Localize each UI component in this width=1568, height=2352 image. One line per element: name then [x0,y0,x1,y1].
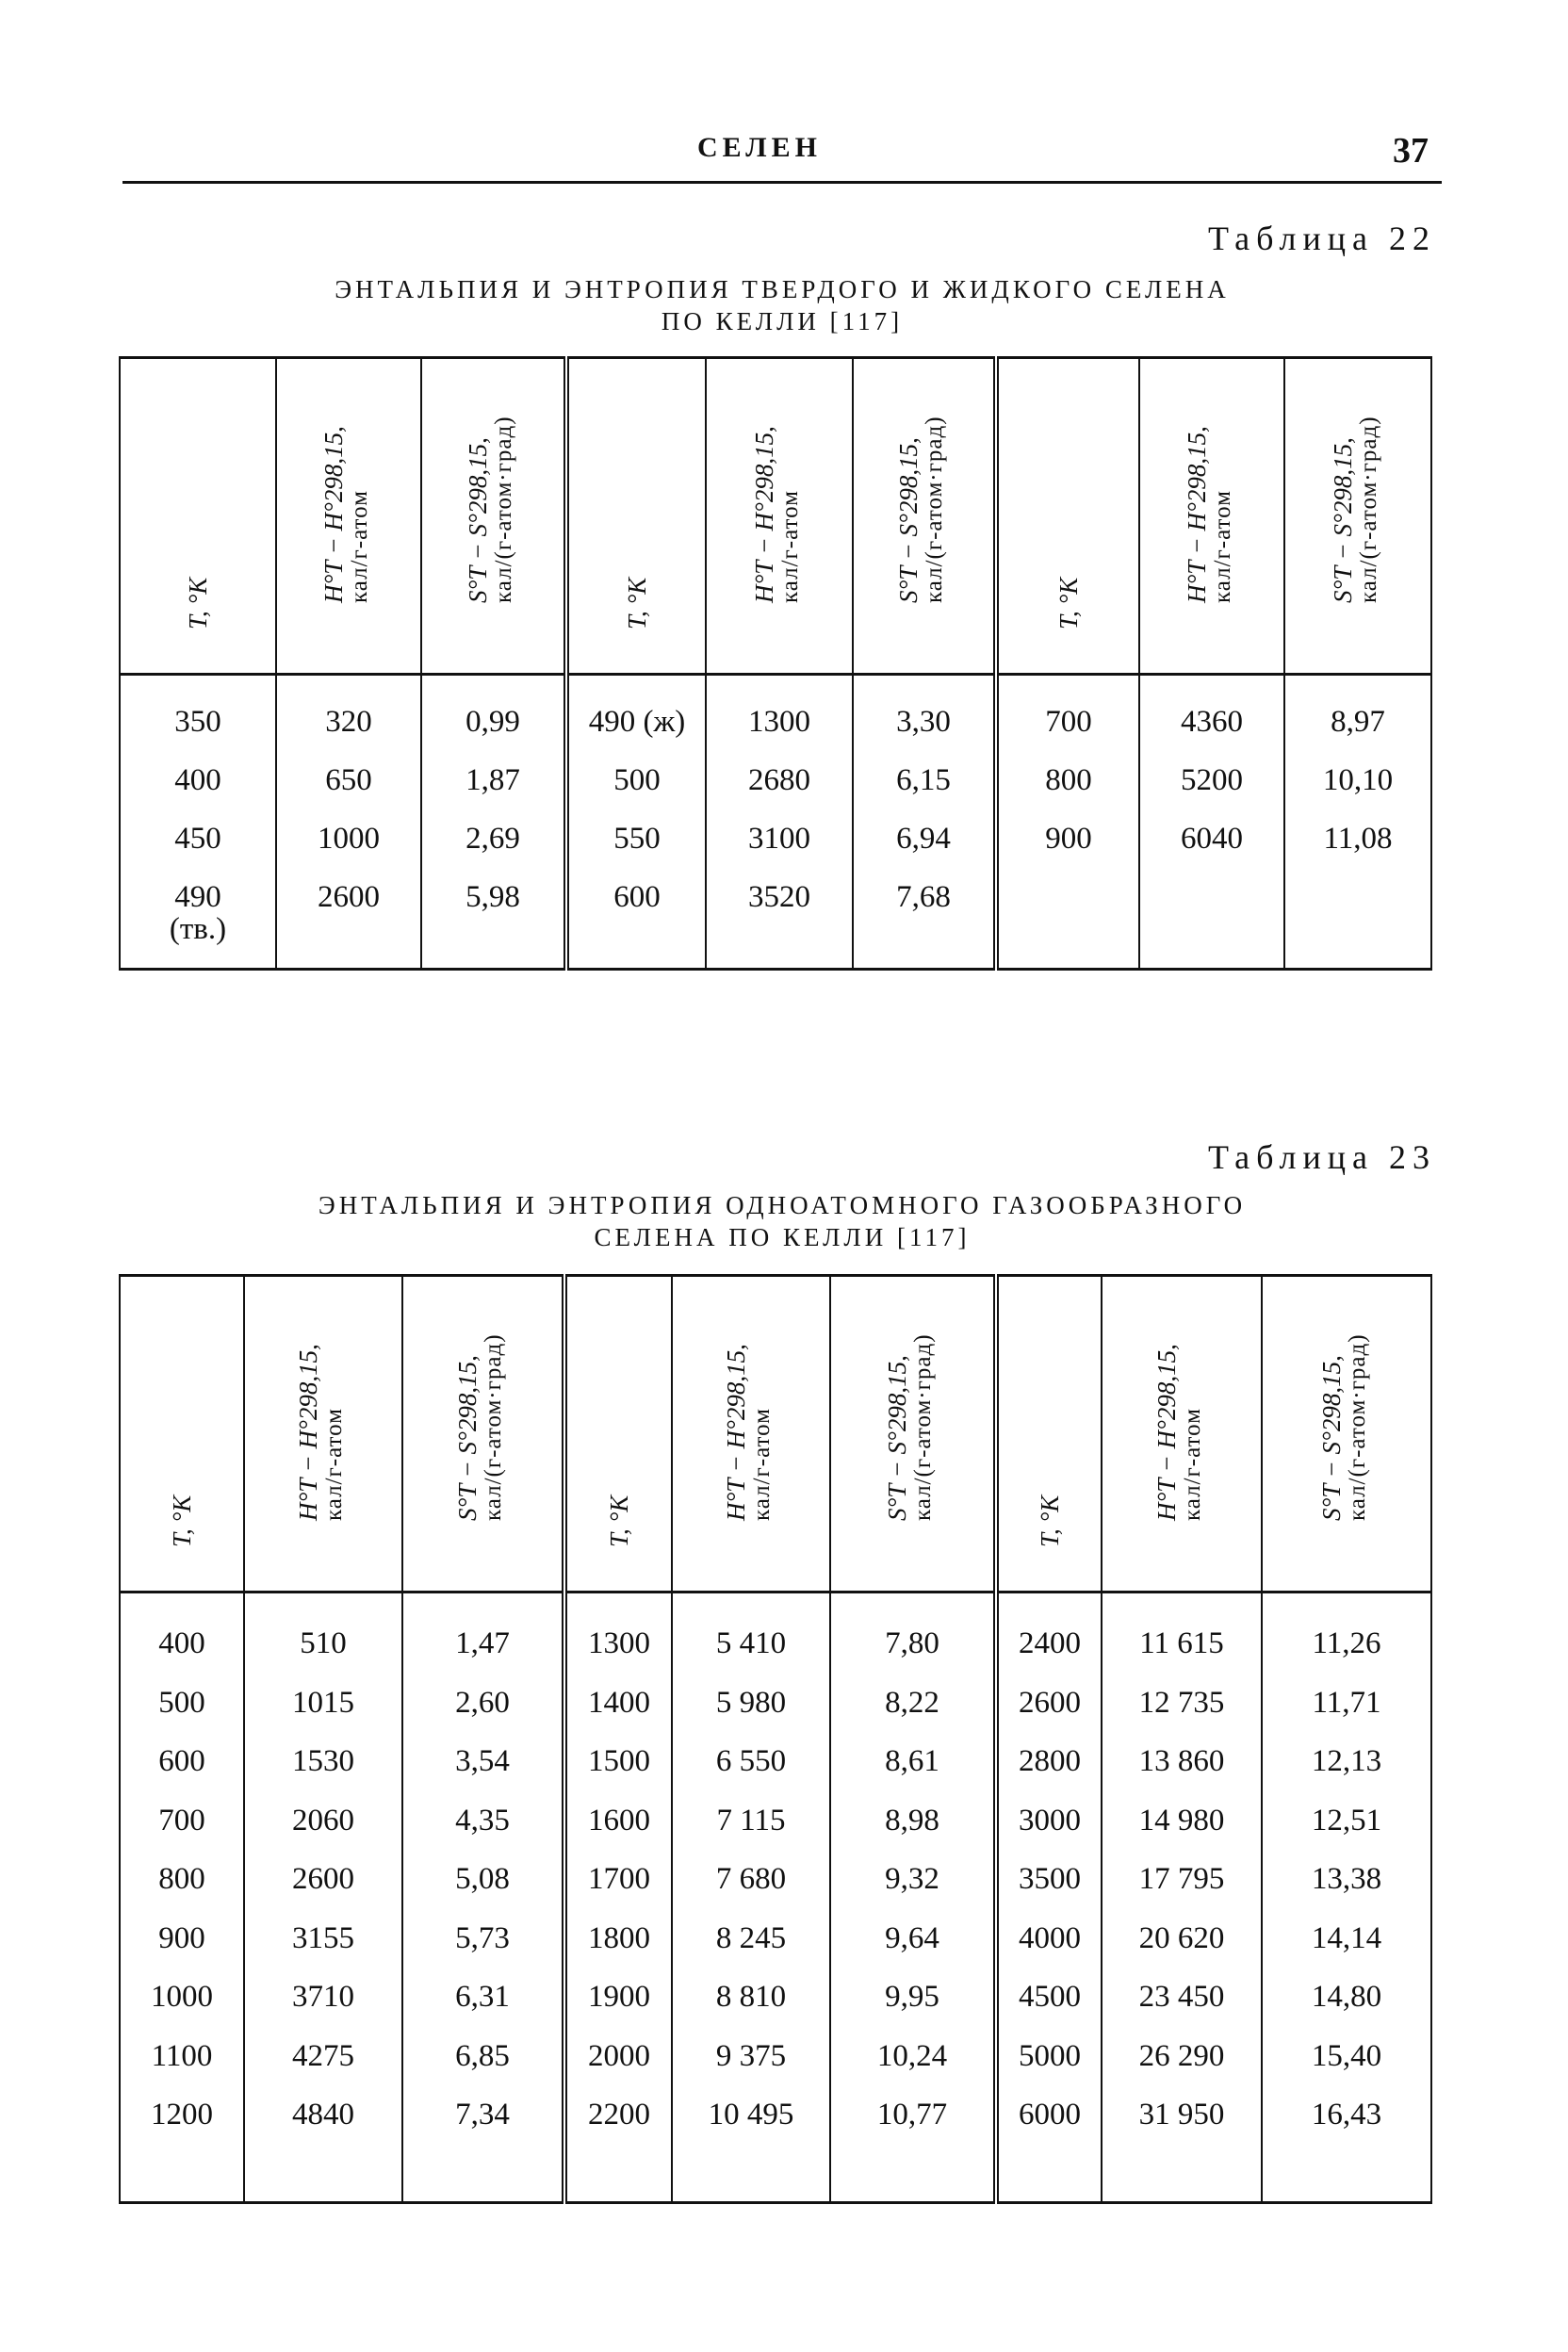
t22-col-h-1: H°T − H°298,15, кал/г-атом [276,358,421,675]
cell: 12,51 [1262,1791,1431,1851]
cell: 20 620 [1102,1909,1262,1968]
table22 [119,356,1430,971]
t23-col-h-2: H°T − H°298,15, кал/г-атом [672,1276,830,1592]
cell: 4,35 [402,1791,564,1851]
cell: 4360 [1139,675,1284,752]
cell: 2000 [564,2027,672,2086]
cell: 14 980 [1102,1791,1262,1851]
cell: 11 615 [1102,1592,1262,1674]
cell: 550 [566,809,706,868]
cell: 8 245 [672,1909,830,1968]
cell: 600 [566,868,706,970]
cell: 6 550 [672,1732,830,1791]
cell: 4000 [996,1909,1102,1968]
table22-title-line2: ПО КЕЛЛИ [117] [661,307,904,335]
cell: 3000 [996,1791,1102,1851]
cell: 8,98 [830,1791,996,1851]
cell: 5 980 [672,1674,830,1733]
table-row [120,1592,1431,1674]
cell: 15,40 [1262,2027,1431,2086]
t23-col-t-1: T, °K [120,1276,244,1592]
cell: 3155 [244,1909,402,1968]
t22-col-s-2: S°T − S°298,15, кал/(г-атом·град) [853,358,996,675]
cell: 6,31 [402,1968,564,2027]
t22-col-h-3: H°T − H°298,15, кал/г-атом [1139,358,1284,675]
table23-title-line1: ЭНТАЛЬПИЯ И ЭНТРОПИЯ ОДНОАТОМНОГО ГАЗООБРАЗНОГО [318,1191,1247,1219]
t23-col-t-2: T, °K [564,1276,672,1592]
table-row [120,675,1431,752]
cell: 700 [996,675,1139,752]
cell: 2200 [564,2085,672,2202]
table23-grid [119,1274,1432,2204]
cell: 1800 [564,1909,672,1968]
cell: 5,73 [402,1909,564,1968]
cell: 3520 [706,868,853,970]
cell: 10,24 [830,2027,996,2086]
cell: 9,32 [830,1850,996,1909]
cell: 14,14 [1262,1909,1431,1968]
cell: 4500 [996,1968,1102,2027]
cell: 3710 [244,1968,402,2027]
cell: 9 375 [672,2027,830,2086]
cell: 6,15 [853,751,996,809]
cell: 7,68 [853,868,996,970]
cell: 2,69 [421,809,566,868]
cell: 3100 [706,809,853,868]
cell: 8 810 [672,1968,830,2027]
cell: 8,22 [830,1674,996,1733]
cell: 7,80 [830,1592,996,1674]
table-row [120,1909,1431,1968]
running-head: СЕЛЕН [697,132,822,163]
cell: 350 [120,675,276,752]
cell: 6040 [1139,809,1284,868]
cell: 800 [120,1850,244,1909]
cell: 2680 [706,751,853,809]
table-row [120,868,1431,970]
cell: 2400 [996,1592,1102,1674]
cell: 10,77 [830,2085,996,2202]
cell: 7 115 [672,1791,830,1851]
cell: 2600 [996,1674,1102,1733]
cell: 11,26 [1262,1592,1431,1674]
cell: 320 [276,675,421,752]
page-number: 37 [1393,131,1429,171]
cell: 1,87 [421,751,566,809]
cell: 5,98 [421,868,566,970]
cell: 9,64 [830,1909,996,1968]
cell: 800 [996,751,1139,809]
cell: 6000 [996,2085,1102,2202]
cell: 14,80 [1262,1968,1431,2027]
cell: 2060 [244,1791,402,1851]
table22-title [122,273,1442,337]
cell: 5000 [996,2027,1102,2086]
table23-header-row [120,1276,1431,1592]
cell: 6,85 [402,2027,564,2086]
table23-title [122,1189,1442,1253]
cell: 17 795 [1102,1850,1262,1909]
table-row [120,2027,1431,2086]
t22-col-t-1: T, °K [120,358,276,675]
cell: 400 [120,1592,244,1674]
cell: 3,54 [402,1732,564,1791]
cell: 1700 [564,1850,672,1909]
table23-title-line2: СЕЛЕНА ПО КЕЛЛИ [117] [594,1223,971,1251]
cell: 900 [996,809,1139,868]
cell: 5200 [1139,751,1284,809]
cell [1139,868,1284,970]
table-row [120,751,1431,809]
cell: 500 [120,1674,244,1733]
cell: 1015 [244,1674,402,1733]
cell: 11,71 [1262,1674,1431,1733]
cell: 7,34 [402,2085,564,2202]
cell: 1400 [564,1674,672,1733]
t23-col-s-2: S°T − S°298,15, кал/(г-атом·град) [830,1276,996,1592]
cell: 490 (тв.) [120,868,276,970]
table23 [119,1274,1430,2204]
cell: 23 450 [1102,1968,1262,2027]
cell: 26 290 [1102,2027,1262,2086]
cell: 1,47 [402,1592,564,1674]
cell: 8,97 [1284,675,1431,752]
cell: 1200 [120,2085,244,2202]
cell: 1600 [564,1791,672,1851]
t22-col-t-3: T, °K [996,358,1139,675]
t23-col-s-3: S°T − S°298,15, кал/(г-атом·град) [1262,1276,1431,1592]
cell: 3,30 [853,675,996,752]
cell: 6,94 [853,809,996,868]
cell: 9,95 [830,1968,996,2027]
cell: 1000 [120,1968,244,2027]
table-row [120,1791,1431,1851]
cell: 500 [566,751,706,809]
t23-col-h-3: H°T − H°298,15, кал/г-атом [1102,1276,1262,1592]
t22-col-h-2: H°T − H°298,15, кал/г-атом [706,358,853,675]
table22-label: Таблица 22 [1208,220,1436,257]
table-row [120,1850,1431,1909]
cell: 1530 [244,1732,402,1791]
cell: 450 [120,809,276,868]
cell: 16,43 [1262,2085,1431,2202]
header-rule [122,181,1442,184]
cell: 5 410 [672,1592,830,1674]
cell: 5,08 [402,1850,564,1909]
cell: 3500 [996,1850,1102,1909]
cell: 1300 [564,1592,672,1674]
cell: 510 [244,1592,402,1674]
cell: 2600 [276,868,421,970]
table22-header-row [120,358,1431,675]
t22-col-t-2: T, °K [566,358,706,675]
table-row [120,1732,1431,1791]
cell [996,868,1139,970]
table-row [120,2085,1431,2202]
cell: 31 950 [1102,2085,1262,2202]
cell: 4840 [244,2085,402,2202]
cell: 1300 [706,675,853,752]
t23-col-t-3: T, °K [996,1276,1102,1592]
cell: 7 680 [672,1850,830,1909]
table22-grid [119,356,1432,971]
cell: 2800 [996,1732,1102,1791]
cell: 13,38 [1262,1850,1431,1909]
cell: 10 495 [672,2085,830,2202]
cell: 2600 [244,1850,402,1909]
cell: 11,08 [1284,809,1431,868]
cell: 1900 [564,1968,672,2027]
cell: 4275 [244,2027,402,2086]
cell: 1100 [120,2027,244,2086]
table-row [120,809,1431,868]
table-row [120,1674,1431,1733]
cell: 600 [120,1732,244,1791]
cell: 900 [120,1909,244,1968]
cell: 0,99 [421,675,566,752]
t23-col-h-1: H°T − H°298,15, кал/г-атом [244,1276,402,1592]
cell: 400 [120,751,276,809]
cell: 1000 [276,809,421,868]
cell: 700 [120,1791,244,1851]
cell: 1500 [564,1732,672,1791]
table23-label: Таблица 23 [1208,1138,1436,1176]
cell: 650 [276,751,421,809]
cell: 12,13 [1262,1732,1431,1791]
t23-col-s-1: S°T − S°298,15, кал/(г-атом·град) [402,1276,564,1592]
cell: 10,10 [1284,751,1431,809]
cell [1284,868,1431,970]
cell: 490 (ж) [566,675,706,752]
table22-title-line1: ЭНТАЛЬПИЯ И ЭНТРОПИЯ ТВЕРДОГО И ЖИДКОГО СЕЛЕНА [335,275,1230,303]
cell: 13 860 [1102,1732,1262,1791]
cell: 12 735 [1102,1674,1262,1733]
cell: 8,61 [830,1732,996,1791]
table-row [120,1968,1431,2027]
cell: 2,60 [402,1674,564,1733]
t22-col-s-3: S°T − S°298,15, кал/(г-атом·град) [1284,358,1431,675]
t22-col-s-1: S°T − S°298,15, кал/(г-атом·град) [421,358,566,675]
